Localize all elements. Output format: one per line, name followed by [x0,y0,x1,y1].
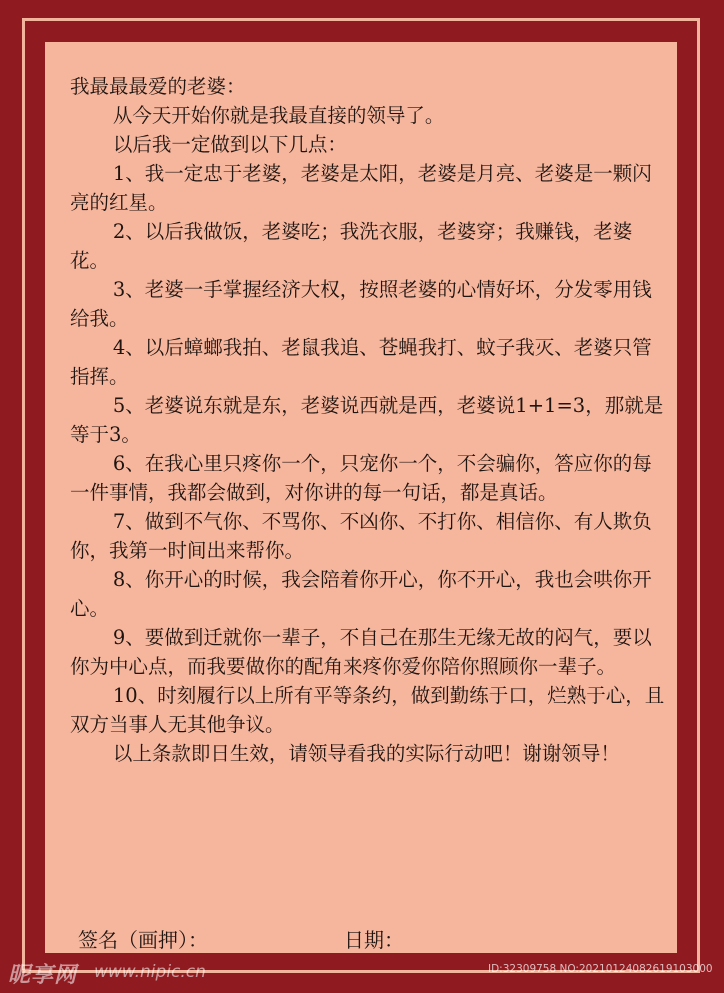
letter-closing: 以上条款即日生效，请领导看我的实际行动吧！谢谢领导！ [112,742,620,765]
letter-body [70,72,670,768]
promise-item-10: 10、时刻履行以上所有平等条约，做到勤练于口，烂熟于心，且双方当事人无其他争议。 [70,684,665,736]
watermark-id: ID:32309758 NO:20210124082619103000 [488,963,713,975]
letter-paragraph: 以后我一定做到以下几点： [112,133,347,156]
date-label: 日期： [344,928,404,952]
promise-item-4: 4、以后蟑螂我拍、老鼠我追、苍蝇我打、蚊子我灭、老婆只管指挥。 [70,336,652,388]
promise-item-1: 1、我一定忠于老婆，老婆是太阳，老婆是月亮、老婆是一颗闪亮的红星。 [70,162,652,214]
promise-item-3: 3、老婆一手掌握经济大权，按照老婆的心情好坏，分发零用钱给我。 [70,278,652,330]
watermark-url: www.nipic.cn [94,962,206,982]
watermark-logo: 昵享网 [8,963,78,988]
promise-item-2: 2、以后我做饭，老婆吃；我洗衣服，老婆穿；我赚钱，老婆花。 [70,220,633,272]
signature-line [78,924,638,953]
promise-item-8: 8、你开心的时候，我会陪着你开心，你不开心，我也会哄你开心。 [70,568,652,620]
promise-item-6: 6、在我心里只疼你一个，只宠你一个，不会骗你，答应你的每一件事情，我都会做到，对你讲的每一句话，都是真话。 [70,452,652,504]
promise-item-7: 7、做到不气你、不骂你、不凶你、不打你、相信你、有人欺负你，我第一时间出来帮你。 [70,510,652,562]
letter-paragraph: 从今天开始你就是我最直接的领导了。 [112,104,445,127]
promise-item-5: 5、老婆说东就是东，老婆说西就是西，老婆说1+1=3，那就是等于3。 [70,394,664,446]
signature-label: 签名（画押）： [78,928,208,952]
promise-item-9: 9、要做到迁就你一辈子，不自己在那生无缘无故的闷气，要以你为中心点，而我要做你的配角来疼你爱你陪你照顾你一辈子。 [70,626,652,678]
letter-greeting: 我最最最爱的老婆： [70,75,246,98]
